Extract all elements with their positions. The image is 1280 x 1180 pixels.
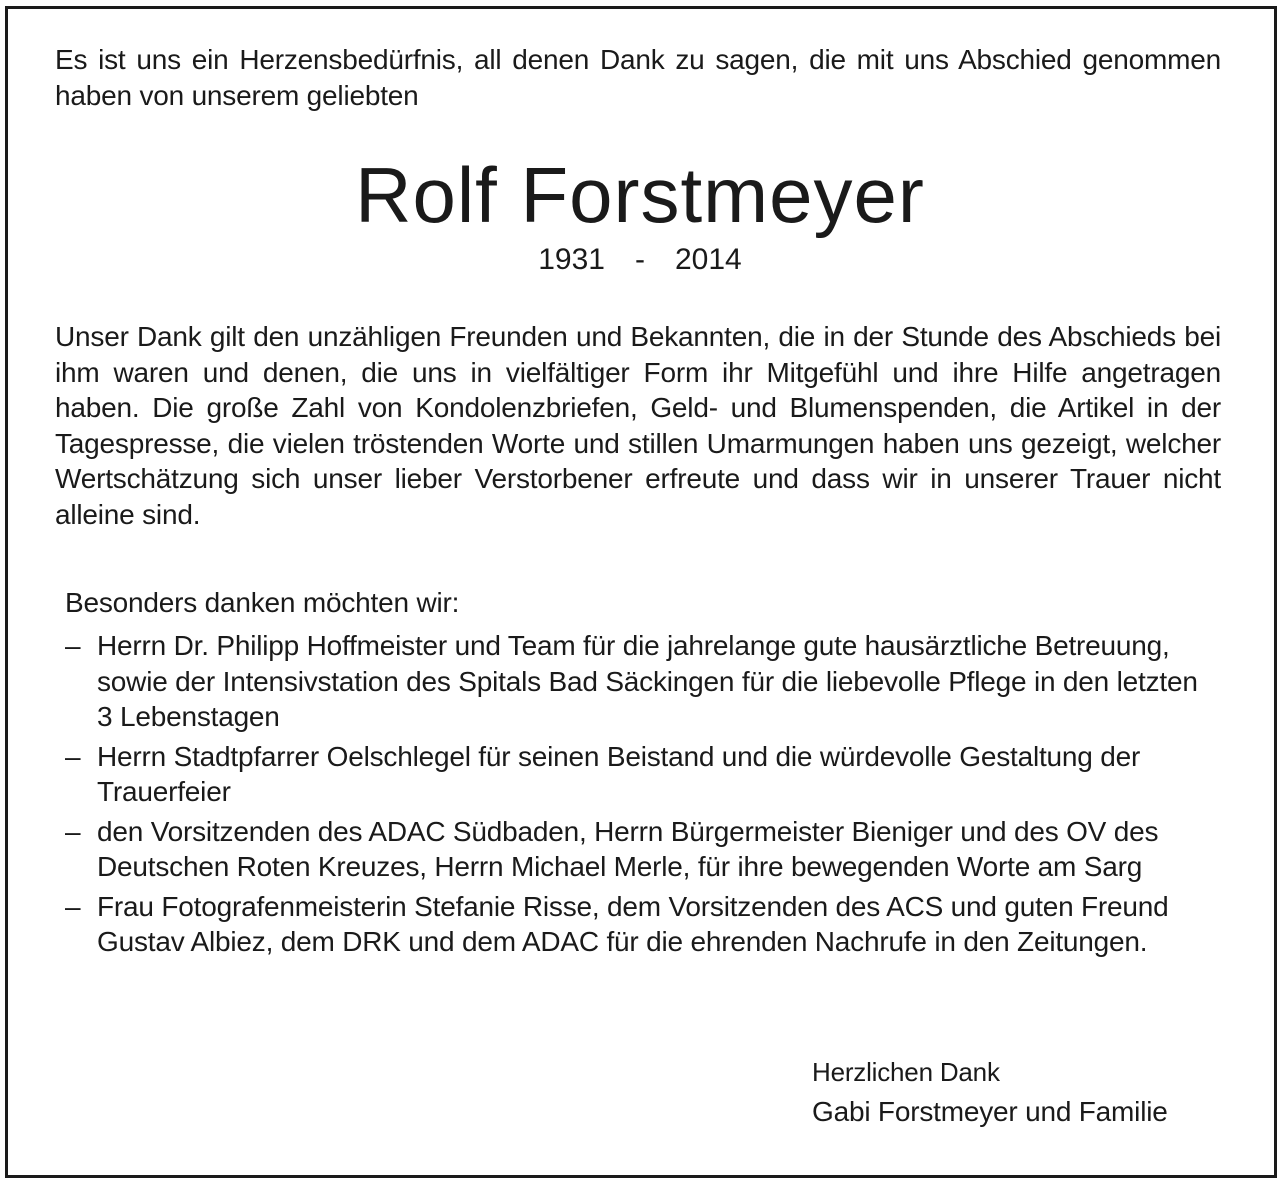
list-item-text: den Vorsitzenden des ADAC Südbaden, Herrn Bürgermeister Bieniger und des OV des Deutschen Roten Kreuzes, Herrn Michael Merle, für ihre bewegenden Worte am Sarg <box>97 815 1159 882</box>
birth-year: 1931 <box>538 243 605 276</box>
list-item-text: Herrn Dr. Philipp Hoffmeister und Team für die jahrelange gute hausärztliche Betreuung, sowie der Intensivstation des Spitals Bad Säckingen für die liebevolle Pflege in den letzten 3 Lebenstagen <box>97 630 1198 732</box>
death-year: 2014 <box>675 243 742 276</box>
dash-bullet: – <box>65 630 81 661</box>
deceased-name: Rolf Forstmeyer <box>355 151 925 239</box>
list-item <box>55 628 1215 735</box>
thanks-paragraph: Unser Dank gilt den unzähligen Freunden und Bekannten, die in der Stunde des Abschieds bei ihm waren und denen, die uns in vielfältiger Form ihr Mitgefühl und ihre Hilfe angetragen haben. Die große Zahl von Kondolenzbriefen, Geld- und Blumenspenden, die Artikel in der Tagespresse, die vielen tröstenden Worte und stillen Umarmungen haben uns gezeigt, welcher Wertschätzung sich unser lieber Verstorbener erfreute und dass wir in unserer Trauer nicht alleine sind. <box>55 321 1221 530</box>
dash-bullet: – <box>65 815 81 847</box>
intro-text: Es ist uns ein Herzensbedürfnis, all denen Dank zu sagen, die mit uns Abschied genommen haben von unserem geliebten <box>55 44 1221 111</box>
years-separator: - <box>635 243 645 276</box>
signature: Gabi Forstmeyer und Familie <box>812 1096 1168 1127</box>
special-thanks-list <box>55 628 1215 964</box>
list-item <box>55 814 1215 885</box>
dash-bullet: – <box>65 890 81 922</box>
list-item-text: Herrn Stadtpfarrer Oelschlegel für seinen Beistand und die würdevolle Gestaltung der Trauerfeier <box>97 740 1141 807</box>
dash-bullet: – <box>65 740 81 772</box>
list-item <box>55 739 1215 810</box>
life-dates <box>0 240 1280 280</box>
list-item <box>55 889 1215 960</box>
special-thanks-heading: Besonders danken möchten wir: <box>65 587 460 618</box>
closing-text: Herzlichen Dank <box>812 1057 1000 1087</box>
list-item-text: Frau Fotografenmeisterin Stefanie Risse, dem Vorsitzenden des ACS und guten Freund Gustav Albiez, dem DRK und dem ADAC für die ehrenden Nachrufe in den Zeitungen. <box>97 890 1169 957</box>
